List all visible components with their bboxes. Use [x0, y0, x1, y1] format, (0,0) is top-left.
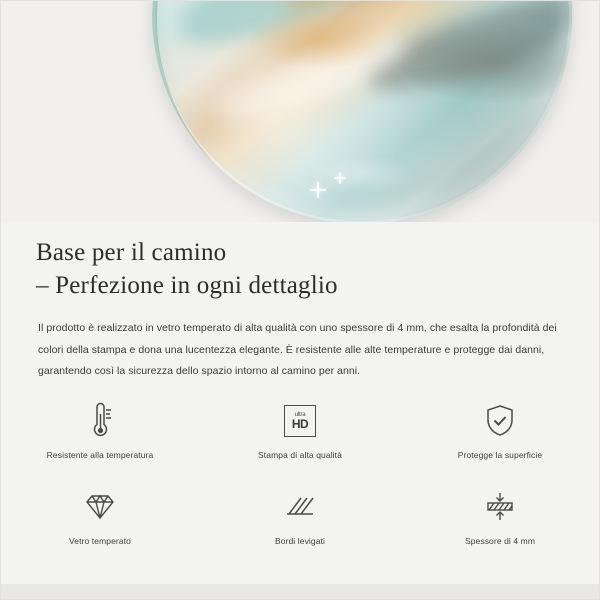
headline-line-1: Base per il camino	[36, 239, 227, 266]
feature-item-thickness	[400, 478, 600, 564]
feature-label: Bordi levigati	[274, 536, 326, 546]
feature-label: Spessore di 4 mm	[464, 536, 536, 546]
feature-item-print-quality	[200, 392, 400, 478]
headline-line-2: – Perfezione in ogni dettaglio	[36, 272, 338, 299]
feature-item-temperature	[0, 392, 200, 478]
page-title	[0, 222, 600, 302]
ink-streak	[278, 0, 526, 23]
thickness-arrows-icon	[482, 484, 518, 530]
feature-item-polished-edges	[200, 478, 400, 564]
hero-product-image	[0, 0, 600, 222]
feature-item-surface-protection	[400, 392, 600, 478]
ink-streak	[210, 21, 414, 135]
sparkle-icon	[334, 172, 345, 183]
ink-streak	[359, 0, 572, 108]
ultra-hd-badge-bottom: HD	[291, 417, 309, 431]
ultra-hd-badge-top: ultra	[294, 412, 306, 418]
footer-bar	[0, 584, 600, 600]
shield-check-icon	[483, 398, 517, 444]
feature-label: Resistente alla temperatura	[46, 450, 154, 460]
sparkle-icon	[310, 182, 326, 198]
glass-disc-product	[152, 0, 572, 222]
feature-label: Vetro temperato	[69, 536, 131, 546]
thermometer-icon	[83, 398, 117, 444]
feature-label: Stampa di alta qualità	[258, 450, 342, 460]
ultra-hd-icon	[284, 398, 316, 444]
glass-rim-highlight	[152, 0, 572, 222]
glass-edge-green	[152, 0, 572, 222]
diamond-icon	[83, 484, 117, 530]
product-description: Il prodotto è realizzato in vetro temperato di alta qualità con uno spessore di 4 mm, che esalta la profondità dei colori della stampa e dona una lucentezza elegante. È resistente alle alte temperature e protegge dai danni, garantendo così la sicurezza dello spazio intorno al camino per anni.	[38, 322, 557, 378]
feature-grid	[0, 392, 600, 564]
content-block	[0, 222, 600, 383]
feature-item-tempered-glass	[0, 478, 200, 564]
polished-edges-icon	[283, 484, 317, 530]
ink-streak	[167, 0, 406, 65]
feature-label: Protegge la superficie	[457, 450, 543, 460]
